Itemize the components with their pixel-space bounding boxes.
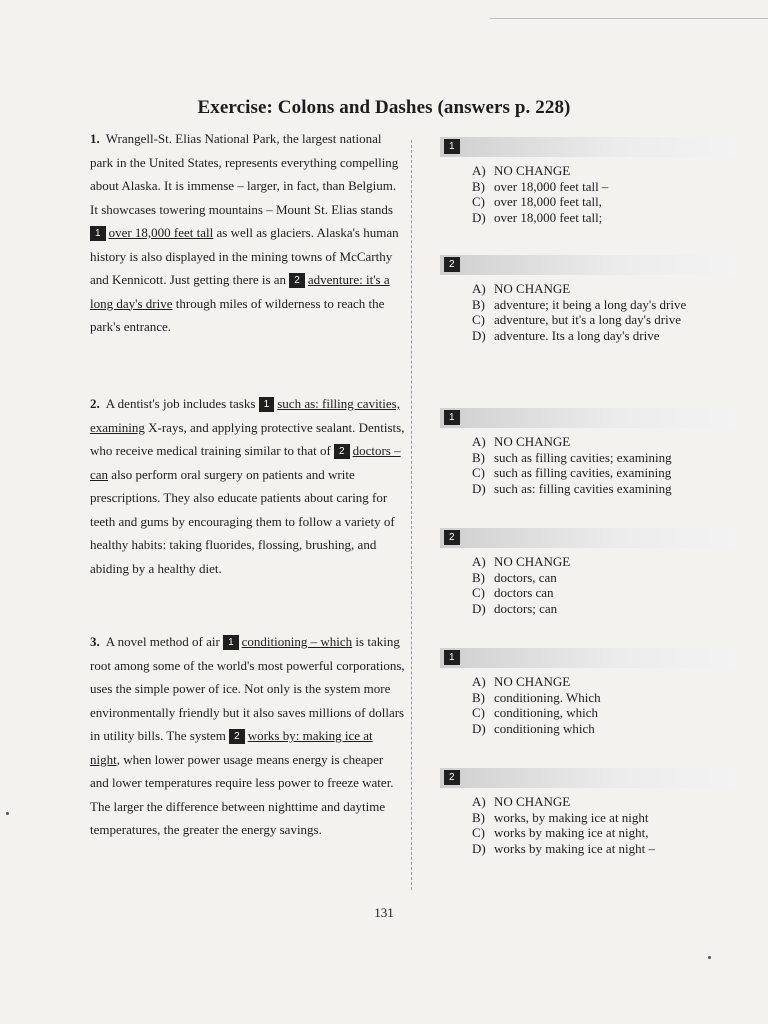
underlined-segment: doctors – can bbox=[90, 443, 401, 482]
answer-option[interactable] bbox=[472, 481, 740, 497]
answer-option[interactable] bbox=[472, 825, 740, 841]
question-block bbox=[440, 255, 740, 343]
option-letter: A) bbox=[472, 554, 486, 569]
question-marker: 2 bbox=[289, 273, 305, 288]
answer-option[interactable] bbox=[472, 210, 740, 226]
passage-text: Wrangell-St. Elias National Park, the largest national park in the United States, represents everything compelling about Alaska. It is immense – larger, in fact, than Belgium. It showcases towering mountains – Mount St. Elias stands bbox=[90, 131, 399, 217]
answer-option[interactable] bbox=[472, 163, 740, 179]
option-text: adventure. Its a long day's drive bbox=[494, 327, 660, 343]
answer-option[interactable] bbox=[472, 328, 740, 344]
option-letter: C) bbox=[472, 585, 485, 600]
question-header-bar bbox=[440, 768, 736, 788]
answer-option[interactable] bbox=[472, 450, 740, 466]
answer-option[interactable] bbox=[472, 434, 740, 450]
underlined-segment: such as: filling cavities, examining bbox=[90, 396, 400, 435]
option-letter: D) bbox=[472, 480, 486, 496]
passage-text: also perform oral surgery on patients and write prescriptions. They also educate patients about caring for teeth and gums by encouraging them to follow a variety of healthy habits: taking fluorides, flossing, brushing, and abiding by a healthy diet. bbox=[90, 466, 395, 576]
question-block bbox=[440, 137, 740, 225]
passage-text: through miles of wilderness to reach the park's entrance. bbox=[90, 295, 385, 334]
passage-text: X-rays, and applying protective sealant. Dentists, who receive medical training similar to that of bbox=[90, 419, 405, 458]
passage-2 bbox=[90, 392, 405, 580]
answer-option[interactable] bbox=[472, 690, 740, 706]
passage-text: when lower power usage means energy is cheaper and lower temperatures require less power to freeze water. The larger the difference between nighttime and daytime temperatures, the greater the energy savings. bbox=[90, 751, 394, 837]
answer-option[interactable] bbox=[472, 179, 740, 195]
option-text: over 18,000 feet tall; bbox=[494, 209, 603, 225]
question-number: 1 bbox=[444, 410, 460, 425]
question-number: 2 bbox=[444, 770, 460, 785]
option-text: NO CHANGE bbox=[494, 281, 571, 296]
scan-speck bbox=[6, 812, 9, 815]
answer-options bbox=[472, 554, 740, 616]
answer-option[interactable] bbox=[472, 721, 740, 737]
option-text: over 18,000 feet tall – bbox=[494, 178, 609, 194]
option-text: adventure, but it's a long day's drive bbox=[494, 312, 682, 327]
option-letter: A) bbox=[472, 794, 486, 809]
option-letter: A) bbox=[472, 674, 486, 689]
option-text: over 18,000 feet tall, bbox=[494, 194, 602, 209]
option-letter: D) bbox=[472, 720, 486, 736]
passage-text: is taking root among some of the world's most powerful corporations, uses the simple power of ice. Not only is the system more environmentally friendly but it also saves millions of dollars in utility bills. The system bbox=[90, 634, 405, 743]
option-text: NO CHANGE bbox=[494, 674, 571, 689]
answer-option[interactable] bbox=[472, 570, 740, 586]
question-header-bar bbox=[440, 255, 736, 275]
question-block bbox=[440, 408, 740, 496]
option-text: doctors; can bbox=[494, 600, 558, 616]
option-letter: A) bbox=[472, 434, 486, 449]
question-number: 1 bbox=[444, 139, 460, 154]
answer-option[interactable] bbox=[472, 810, 740, 826]
option-letter: B) bbox=[472, 449, 485, 465]
option-letter: B) bbox=[472, 178, 485, 194]
scan-edge-line bbox=[490, 18, 768, 19]
question-number: 2 bbox=[444, 530, 460, 545]
underlined-segment: over 18,000 feet tall bbox=[108, 225, 214, 240]
answer-option[interactable] bbox=[472, 312, 740, 328]
passage-number: 1. bbox=[90, 131, 100, 146]
option-letter: C) bbox=[472, 705, 485, 720]
answer-option[interactable] bbox=[472, 841, 740, 857]
answer-option[interactable] bbox=[472, 297, 740, 313]
answer-option[interactable] bbox=[472, 601, 740, 617]
scan-speck bbox=[708, 956, 711, 959]
answer-option[interactable] bbox=[472, 194, 740, 210]
option-letter: B) bbox=[472, 569, 485, 585]
question-number: 2 bbox=[444, 257, 460, 272]
option-text: works, by making ice at night bbox=[494, 809, 649, 825]
option-letter: D) bbox=[472, 600, 486, 616]
answer-options bbox=[472, 434, 740, 496]
option-text: doctors can bbox=[494, 585, 554, 600]
passage-text: A dentist's job includes tasks bbox=[105, 396, 259, 411]
question-header-bar bbox=[440, 137, 736, 157]
option-text: NO CHANGE bbox=[494, 163, 571, 178]
option-text: adventure; it being a long day's drive bbox=[494, 296, 687, 312]
answer-options bbox=[472, 794, 740, 856]
answer-option[interactable] bbox=[472, 794, 740, 810]
passage-text: A novel method of air bbox=[105, 634, 224, 649]
underlined-segment: works by: making ice at night, bbox=[90, 728, 373, 767]
question-marker: 1 bbox=[223, 635, 239, 650]
answer-option[interactable] bbox=[472, 585, 740, 601]
question-marker: 2 bbox=[229, 729, 245, 744]
option-letter: C) bbox=[472, 312, 485, 327]
option-letter: C) bbox=[472, 825, 485, 840]
answer-option[interactable] bbox=[472, 281, 740, 297]
underlined-segment: conditioning – which bbox=[241, 634, 353, 649]
answer-option[interactable] bbox=[472, 554, 740, 570]
passage-number: 3. bbox=[90, 634, 100, 649]
question-header-bar bbox=[440, 648, 736, 668]
option-letter: C) bbox=[472, 465, 485, 480]
answer-option[interactable] bbox=[472, 465, 740, 481]
column-divider bbox=[411, 140, 412, 890]
option-text: doctors, can bbox=[494, 569, 557, 585]
option-text: NO CHANGE bbox=[494, 434, 571, 449]
page-number: 131 bbox=[374, 905, 394, 920]
option-text: works by making ice at night, bbox=[494, 825, 649, 840]
question-block bbox=[440, 528, 740, 616]
question-block bbox=[440, 648, 740, 736]
passage-1 bbox=[90, 127, 405, 339]
underlined-segment: adventure: it's a long day's drive bbox=[90, 272, 390, 311]
answer-options bbox=[472, 281, 740, 343]
passage-text: as well as glaciers. Alaska's human history is also displayed in the mining towns of McCarthy and Kennicott. Just getting there is an bbox=[90, 225, 399, 287]
passage-number: 2. bbox=[90, 396, 100, 411]
option-letter: C) bbox=[472, 194, 485, 209]
option-text: NO CHANGE bbox=[494, 794, 571, 809]
option-text: conditioning, which bbox=[494, 705, 598, 720]
passage-3 bbox=[90, 630, 405, 842]
question-block bbox=[440, 768, 740, 856]
option-letter: B) bbox=[472, 689, 485, 705]
question-header-bar bbox=[440, 528, 736, 548]
answer-options bbox=[472, 163, 740, 225]
option-letter: D) bbox=[472, 327, 486, 343]
answer-option[interactable] bbox=[472, 674, 740, 690]
question-header-bar bbox=[440, 408, 736, 428]
option-text: conditioning. Which bbox=[494, 689, 601, 705]
question-marker: 2 bbox=[334, 444, 350, 459]
option-text: conditioning which bbox=[494, 720, 595, 736]
option-text: such as filling cavities, examining bbox=[494, 465, 672, 480]
question-number: 1 bbox=[444, 650, 460, 665]
question-marker: 1 bbox=[90, 226, 106, 241]
option-letter: D) bbox=[472, 840, 486, 856]
answer-option[interactable] bbox=[472, 705, 740, 721]
option-letter: B) bbox=[472, 809, 485, 825]
option-letter: D) bbox=[472, 209, 486, 225]
option-text: works by making ice at night – bbox=[494, 840, 656, 856]
option-letter: B) bbox=[472, 296, 485, 312]
answer-options bbox=[472, 674, 740, 736]
option-text: such as: filling cavities examining bbox=[494, 480, 672, 496]
page-title: Exercise: Colons and Dashes (answers p. 228) bbox=[197, 97, 571, 118]
question-marker: 1 bbox=[259, 397, 275, 412]
option-text: NO CHANGE bbox=[494, 554, 571, 569]
option-letter: A) bbox=[472, 163, 486, 178]
option-text: such as filling cavities; examining bbox=[494, 449, 672, 465]
option-letter: A) bbox=[472, 281, 486, 296]
